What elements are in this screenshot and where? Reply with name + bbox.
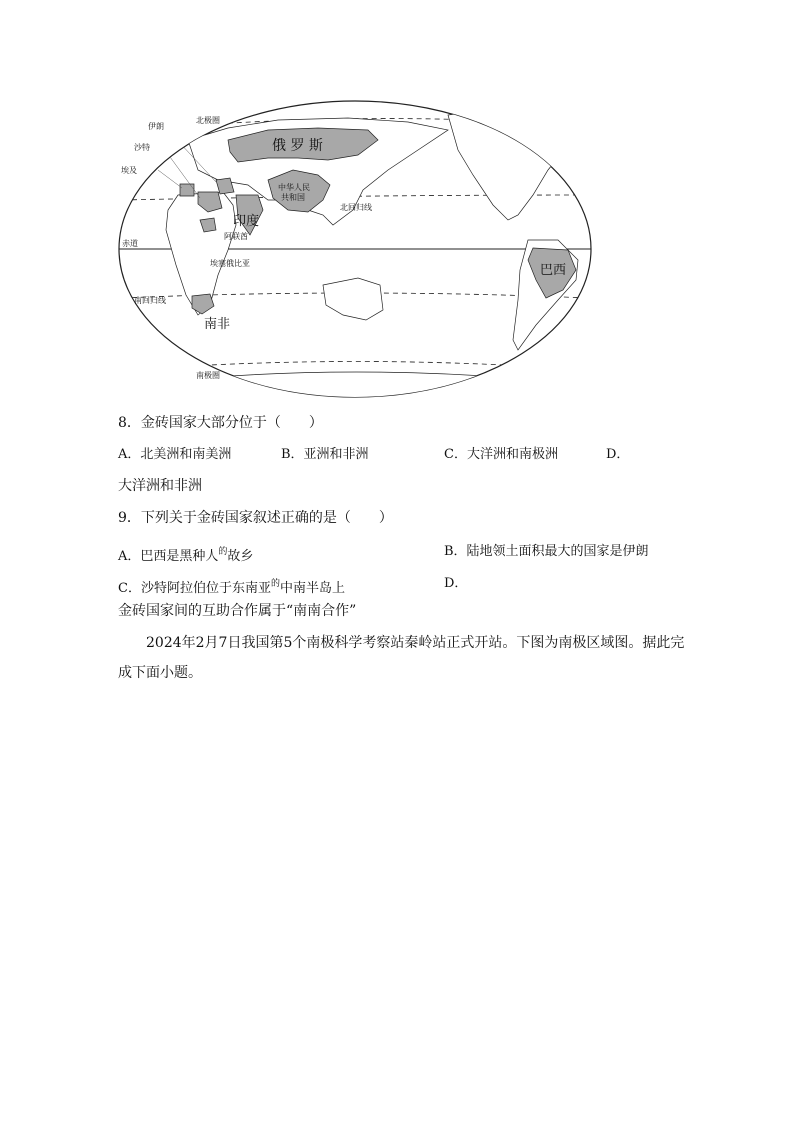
intro-line-2: 成下面小题。 — [118, 665, 202, 681]
q9-stem: 9．下列关于金砖国家叙述正确的是（ ） — [118, 510, 393, 526]
label-antarctic-circle: 南极圈 — [196, 371, 220, 380]
q8-option-d-label[interactable]: D． — [606, 447, 630, 462]
label-russia: 俄 罗 斯 — [272, 138, 323, 154]
q9-option-a-de: 的 — [218, 547, 228, 557]
q9-option-d-label[interactable]: D． — [444, 576, 468, 591]
label-tropic-capricorn: 南回归线 — [134, 296, 166, 305]
label-ethiopia: 埃塞俄比亚 — [210, 259, 250, 268]
q9-option-b[interactable]: B．陆地领土面积最大的国家是伊朗 — [444, 544, 649, 559]
label-tropic-cancer: 北回归线 — [340, 203, 372, 212]
q9-option-c-post: 中南半岛上 — [279, 581, 345, 596]
q9-option-c-pre: C．沙特阿拉伯位于东南亚 — [118, 581, 271, 596]
label-china-1: 中华人民 — [278, 183, 310, 192]
label-arctic-circle: 北极圈 — [196, 116, 220, 125]
q9-option-a-post: 故乡 — [227, 549, 254, 564]
brics-world-map — [118, 100, 592, 398]
label-equator: 赤道 — [122, 239, 138, 248]
q8-option-d-text: 大洋洲和非洲 — [118, 478, 202, 494]
q8-option-c[interactable]: C．大洋洲和南极洲 — [444, 447, 558, 462]
q8-option-a[interactable]: A．北美洲和南美洲 — [118, 447, 232, 462]
q8-option-b[interactable]: B．亚洲和非洲 — [281, 447, 369, 462]
q9-option-a-pre: A．巴西是黑种人 — [118, 549, 219, 564]
label-egypt: 埃及 — [121, 166, 137, 175]
label-south-africa: 南非 — [204, 317, 231, 332]
intro-line-1: 2024年2月7日我国第5个南极科学考察站秦岭站正式开站。下图为南极区域图。据此完 — [146, 635, 685, 651]
q9-option-c[interactable] — [118, 575, 345, 598]
q8-stem: 8．金砖国家大部分位于（ ） — [118, 415, 323, 431]
label-china-2: 共和国 — [281, 193, 305, 202]
label-iran: 伊朗 — [148, 122, 164, 131]
q9-option-a[interactable] — [118, 543, 253, 566]
label-india: 印度 — [233, 214, 260, 229]
label-brazil: 巴西 — [540, 263, 567, 278]
q9-option-c-de: 的 — [270, 579, 280, 589]
label-saudi: 沙特 — [134, 143, 150, 152]
label-uae: 阿联酋 — [224, 232, 248, 241]
q9-option-d-text: 金砖国家间的互助合作属于“南南合作” — [118, 603, 357, 619]
egypt-shape — [180, 184, 194, 196]
